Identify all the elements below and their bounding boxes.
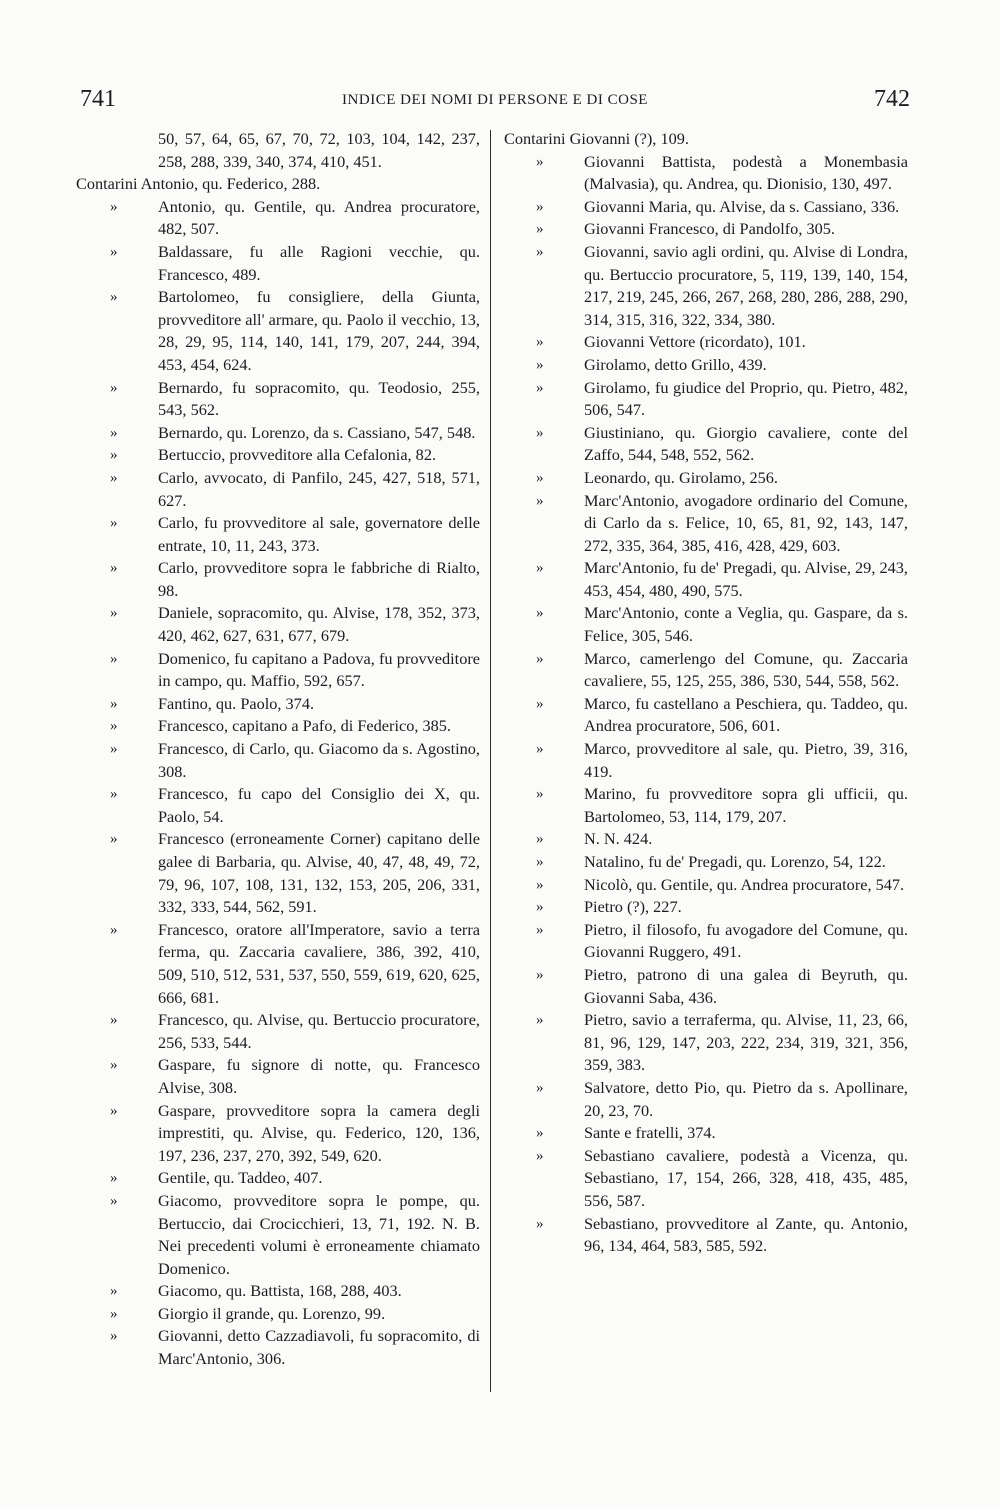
ditto-mark: » <box>110 1057 118 1074</box>
index-entry-text: Gaspare, provveditore sopra la camera degli imprestiti, qu. Alvise, qu. Federico, 120, 136, 197, 236, 237, 270, 392, 549, 620. <box>158 1100 480 1165</box>
index-entry-text: Marco, camerlengo del Comune, qu. Zaccaria cavaliere, 55, 125, 255, 386, 530, 544, 558, 562. <box>584 648 908 691</box>
index-entry-text: Pietro, patrono di una galea di Beyruth, qu. Giovanni Saba, 436. <box>584 964 908 1007</box>
ditto-mark: » <box>536 492 544 509</box>
index-entry-text: Baldassare, fu alle Ragioni vecchie, qu. Francesco, 489. <box>158 241 480 284</box>
index-entry-text: Bertuccio, provveditore alla Cefalonia, 82. <box>158 445 437 465</box>
index-entry <box>76 241 480 286</box>
page-header <box>80 86 910 126</box>
index-entry <box>76 173 480 196</box>
index-entry <box>76 693 480 716</box>
index-entry <box>76 715 480 738</box>
index-entry-text: Giovanni Maria, qu. Alvise, da s. Cassiano, 336. <box>584 196 900 216</box>
index-entry <box>76 828 480 918</box>
ditto-mark: » <box>536 221 544 238</box>
ditto-mark: » <box>110 560 118 577</box>
ditto-mark: » <box>536 695 544 712</box>
index-entry-text: Gaspare, fu signore di notte, qu. Francesco Alvise, 308. <box>158 1055 480 1097</box>
ditto-mark: » <box>536 966 544 983</box>
index-entry-text: Marc'Antonio, conte a Veglia, qu. Gaspare, da s. Felice, 305, 546. <box>584 603 908 646</box>
index-entry <box>504 1077 908 1122</box>
index-entry <box>76 1190 480 1280</box>
index-entry-text: Natalino, fu de' Pregadi, qu. Lorenzo, 54, 122. <box>584 852 886 871</box>
index-entry <box>504 896 908 919</box>
index-entry <box>504 602 908 647</box>
column-divider <box>490 130 491 1392</box>
index-entry-text: Sebastiano, provveditore al Zante, qu. Antonio, 96, 134, 464, 583, 585, 592. <box>584 1213 908 1256</box>
index-entry <box>76 738 480 783</box>
ditto-mark: » <box>110 198 118 215</box>
index-entry-text: Giacomo, provveditore sopra le pompe, qu. Bertuccio, dai Crocicchieri, 13, 71, 192. N. B. Nei precedenti volumi è erroneamente chiamato Domenico. <box>158 1190 480 1278</box>
ditto-mark: » <box>536 153 544 170</box>
index-entry <box>76 1100 480 1168</box>
ditto-mark: » <box>110 831 118 848</box>
index-entry <box>76 919 480 1009</box>
right-column <box>504 128 908 1258</box>
index-entry <box>504 1145 908 1213</box>
index-entry <box>76 1303 480 1326</box>
ditto-mark: » <box>536 198 544 215</box>
ditto-mark: » <box>536 876 544 893</box>
ditto-mark: » <box>110 379 118 396</box>
ditto-mark: » <box>536 334 544 351</box>
ditto-mark: » <box>110 695 118 712</box>
ditto-mark: » <box>110 718 118 735</box>
running-title: INDICE DEI NOMI DI PERSONE E DI COSE <box>342 92 648 108</box>
index-entry-text: Pietro (?), 227. <box>584 897 682 917</box>
index-entry <box>76 1054 480 1099</box>
ditto-mark: » <box>110 469 118 486</box>
index-entry-text: Marco, provveditore al sale, qu. Pietro, 39, 316, 419. <box>584 739 908 781</box>
index-entry <box>504 241 908 331</box>
index-entry-text: Nicolò, qu. Gentile, qu. Andrea procuratore, 547. <box>584 874 905 894</box>
ditto-mark: » <box>110 741 118 758</box>
index-entry <box>504 874 908 897</box>
index-entry <box>504 490 908 558</box>
index-entry-text: Francesco, fu capo del Consiglio dei X, qu. Paolo, 54. <box>158 784 480 826</box>
index-entry-text: Fantino, qu. Paolo, 374. <box>158 693 315 713</box>
index-entry-text: Carlo, fu provveditore al sale, governatore delle entrate, 10, 11, 243, 373. <box>158 513 480 555</box>
ditto-mark: » <box>110 1328 118 1345</box>
index-entry-text: Pietro, il filosofo, fu avogadore del Comune, qu. Giovanni Ruggero, 491. <box>584 919 908 962</box>
ditto-mark: » <box>536 921 544 938</box>
page-number-right: 742 <box>874 86 910 112</box>
ditto-mark: » <box>110 243 118 260</box>
index-entry <box>76 648 480 693</box>
index-entry-text: Bartolomeo, fu consigliere, della Giunta, provveditore all' armare, qu. Paolo il vecchio, 13, 28, 29, 95, 114, 140, 141, 179, 207, 244, 394, 453, 454, 624. <box>158 287 480 374</box>
index-entry <box>76 196 480 241</box>
index-entry-text: Giacomo, qu. Battista, 168, 288, 403. <box>158 1281 402 1301</box>
ditto-mark: » <box>536 854 544 870</box>
index-entry <box>76 128 480 173</box>
index-entry <box>504 467 908 490</box>
ditto-mark: » <box>536 786 544 803</box>
index-entry-text: Francesco, qu. Alvise, qu. Bertuccio procuratore, 256, 533, 544. <box>158 1010 480 1052</box>
left-column <box>76 128 480 1371</box>
index-entry <box>504 693 908 738</box>
ditto-mark: » <box>536 243 544 260</box>
ditto-mark: » <box>536 424 544 441</box>
index-entry-text: Francesco (erroneamente Corner) capitano delle galee di Barbaria, qu. Alvise, 40, 47, 48, 49, 72, 79, 96, 107, 108, 131, 132, 153, 205, 206, 331, 332, 333, 544, 562, 591. <box>158 829 480 917</box>
index-entry <box>76 286 480 376</box>
index-entry <box>504 331 908 354</box>
ditto-mark: » <box>536 1079 544 1096</box>
index-entry <box>504 354 908 377</box>
index-entry <box>76 557 480 602</box>
index-entry-text: 50, 57, 64, 65, 67, 70, 72, 103, 104, 142, 237, 258, 288, 339, 340, 374, 410, 451. <box>158 129 480 171</box>
index-entry-text: Giorgio il grande, qu. Lorenzo, 99. <box>158 1303 386 1323</box>
index-entry <box>504 828 908 851</box>
index-entry-text: Girolamo, fu giudice del Proprio, qu. Pietro, 482, 506, 547. <box>584 377 908 420</box>
index-entry-text: Giovanni Vettore (ricordato), 101. <box>584 332 806 352</box>
index-entry <box>504 648 908 693</box>
ditto-mark: » <box>110 921 118 938</box>
index-entry-text: Antonio, qu. Gentile, qu. Andrea procuratore, 482, 507. <box>158 196 480 239</box>
index-entry-text: Francesco, di Carlo, qu. Giacomo da s. Agostino, 308. <box>158 739 480 781</box>
index-entry <box>76 1325 480 1370</box>
index-entry-text: Gentile, qu. Taddeo, 407. <box>158 1168 323 1188</box>
ditto-mark: » <box>536 605 544 622</box>
index-entry <box>504 783 908 828</box>
index-entry-text: Giovanni, detto Cazzadiavoli, fu sopracomito, di Marc'Antonio, 306. <box>158 1326 480 1369</box>
index-entry-text: Salvatore, detto Pio, qu. Pietro da s. Apollinare, 20, 23, 70. <box>584 1077 908 1120</box>
index-entry <box>76 467 480 512</box>
index-entry <box>504 377 908 422</box>
index-entry-text: Giovanni, savio agli ordini, qu. Alvise di Londra, qu. Bertuccio procuratore, 5, 119, 139, 140, 154, 217, 219, 245, 266, 267, 268, 280, 286, 288, 290, 314, 315, 316, 322, 334, 380. <box>584 241 908 329</box>
index-entry-text: Marino, fu provveditore sopra gli ufficii, qu. Bartolomeo, 53, 114, 179, 207. <box>584 784 908 826</box>
ditto-mark: » <box>536 899 544 916</box>
index-entry <box>504 128 908 151</box>
ditto-mark: » <box>110 515 118 532</box>
page-number-left: 741 <box>80 86 116 112</box>
ditto-mark: » <box>110 1305 118 1322</box>
index-entry-text: Giovanni Battista, podestà a Monembasia (Malvasia), qu. Andrea, qu. Dionisio, 130, 497. <box>584 151 908 194</box>
index-entry <box>504 738 908 783</box>
index-entry-text: Pietro, savio a terraferma, qu. Alvise, 11, 23, 66, 81, 96, 129, 147, 203, 222, 234, 319, 321, 356, 359, 383. <box>584 1010 908 1075</box>
index-entry <box>504 1009 908 1077</box>
ditto-mark: » <box>110 605 118 622</box>
ditto-mark: » <box>536 741 544 758</box>
ditto-mark: » <box>110 650 118 667</box>
index-entry <box>76 783 480 828</box>
index-entry-text: Sebastiano cavaliere, podestà a Vicenza, qu. Sebastiano, 17, 154, 266, 328, 418, 435, 485, 556, 587. <box>584 1145 908 1210</box>
index-entry-text: Francesco, capitano a Pafo, di Federico, 385. <box>158 716 451 736</box>
index-entry <box>76 1009 480 1054</box>
ditto-mark: » <box>110 447 118 464</box>
ditto-mark: » <box>110 786 118 803</box>
index-entry-text: Marco, fu castellano a Peschiera, qu. Taddeo, qu. Andrea procuratore, 506, 601. <box>584 693 908 736</box>
index-entry-text: Carlo, provveditore sopra le fabbriche di Rialto, 98. <box>158 558 480 600</box>
ditto-mark: » <box>536 379 544 396</box>
ditto-mark: » <box>110 1283 118 1300</box>
ditto-mark: » <box>536 1215 544 1232</box>
index-entry-text: Francesco, oratore all'Imperatore, savio a terra ferma, qu. Zaccaria cavaliere, 386, 392, 410, 509, 510, 512, 531, 537, 550, 559, 619, 620, 625, 666, 681. <box>158 919 480 1007</box>
ditto-mark: » <box>536 831 544 848</box>
index-entry <box>76 602 480 647</box>
index-entry-text: N. N. 424. <box>584 829 653 849</box>
index-entry-text: Contarini Giovanni (?), 109. <box>504 129 689 148</box>
index-entry <box>76 512 480 557</box>
index-entry <box>76 444 480 467</box>
index-entry-text: Contarini Antonio, qu. Federico, 288. <box>76 174 321 194</box>
index-entry-text: Girolamo, detto Grillo, 439. <box>584 354 767 374</box>
index-entry-text: Carlo, avvocato, di Panfilo, 245, 427, 518, 571, 627. <box>158 467 480 510</box>
index-entry <box>76 377 480 422</box>
ditto-mark: » <box>536 1012 544 1029</box>
ditto-mark: » <box>110 424 118 441</box>
index-entry <box>76 1280 480 1303</box>
index-entry-text: Bernardo, qu. Lorenzo, da s. Cassiano, 547, 548. <box>158 422 476 442</box>
ditto-mark: » <box>536 650 544 667</box>
ditto-mark: » <box>536 560 544 577</box>
index-entry-text: Giovanni Francesco, di Pandolfo, 305. <box>584 219 835 239</box>
index-entry-text: Sante e fratelli, 374. <box>584 1123 716 1143</box>
ditto-mark: » <box>536 469 544 486</box>
ditto-mark: » <box>536 1125 544 1142</box>
index-entry-text: Daniele, sopracomito, qu. Alvise, 178, 352, 373, 420, 462, 627, 631, 677, 679. <box>158 603 480 646</box>
index-entry <box>504 851 908 874</box>
index-entry <box>504 557 908 602</box>
index-entry-text: Leonardo, qu. Girolamo, 256. <box>584 467 778 487</box>
index-entry <box>76 1167 480 1190</box>
ditto-mark: » <box>536 1147 544 1164</box>
index-entry <box>504 422 908 467</box>
index-entry-text: Marc'Antonio, avogadore ordinario del Comune, di Carlo da s. Felice, 10, 65, 81, 92, 143, 147, 272, 335, 364, 385, 416, 428, 429, 603. <box>584 490 908 555</box>
ditto-mark: » <box>110 1170 118 1187</box>
index-entry-text: Giustiniano, qu. Giorgio cavaliere, conte del Zaffo, 544, 548, 552, 562. <box>584 422 908 465</box>
index-entry <box>76 422 480 445</box>
ditto-mark: » <box>110 289 118 306</box>
ditto-mark: » <box>536 356 544 373</box>
index-entry-text: Bernardo, fu sopracomito, qu. Teodosio, 255, 543, 562. <box>158 377 480 420</box>
index-entry <box>504 919 908 964</box>
ditto-mark: » <box>110 1192 118 1209</box>
index-entry <box>504 964 908 1009</box>
index-entry <box>504 1122 908 1145</box>
index-entry <box>504 196 908 219</box>
ditto-mark: » <box>110 1012 118 1029</box>
ditto-mark: » <box>110 1102 118 1119</box>
index-entry <box>504 218 908 241</box>
index-entry <box>504 151 908 196</box>
index-entry-text: Marc'Antonio, fu de' Pregadi, qu. Alvise, 29, 243, 453, 454, 480, 490, 575. <box>584 558 908 600</box>
index-entry-text: Domenico, fu capitano a Padova, fu provveditore in campo, qu. Maffio, 592, 657. <box>158 648 480 691</box>
index-entry <box>504 1213 908 1258</box>
